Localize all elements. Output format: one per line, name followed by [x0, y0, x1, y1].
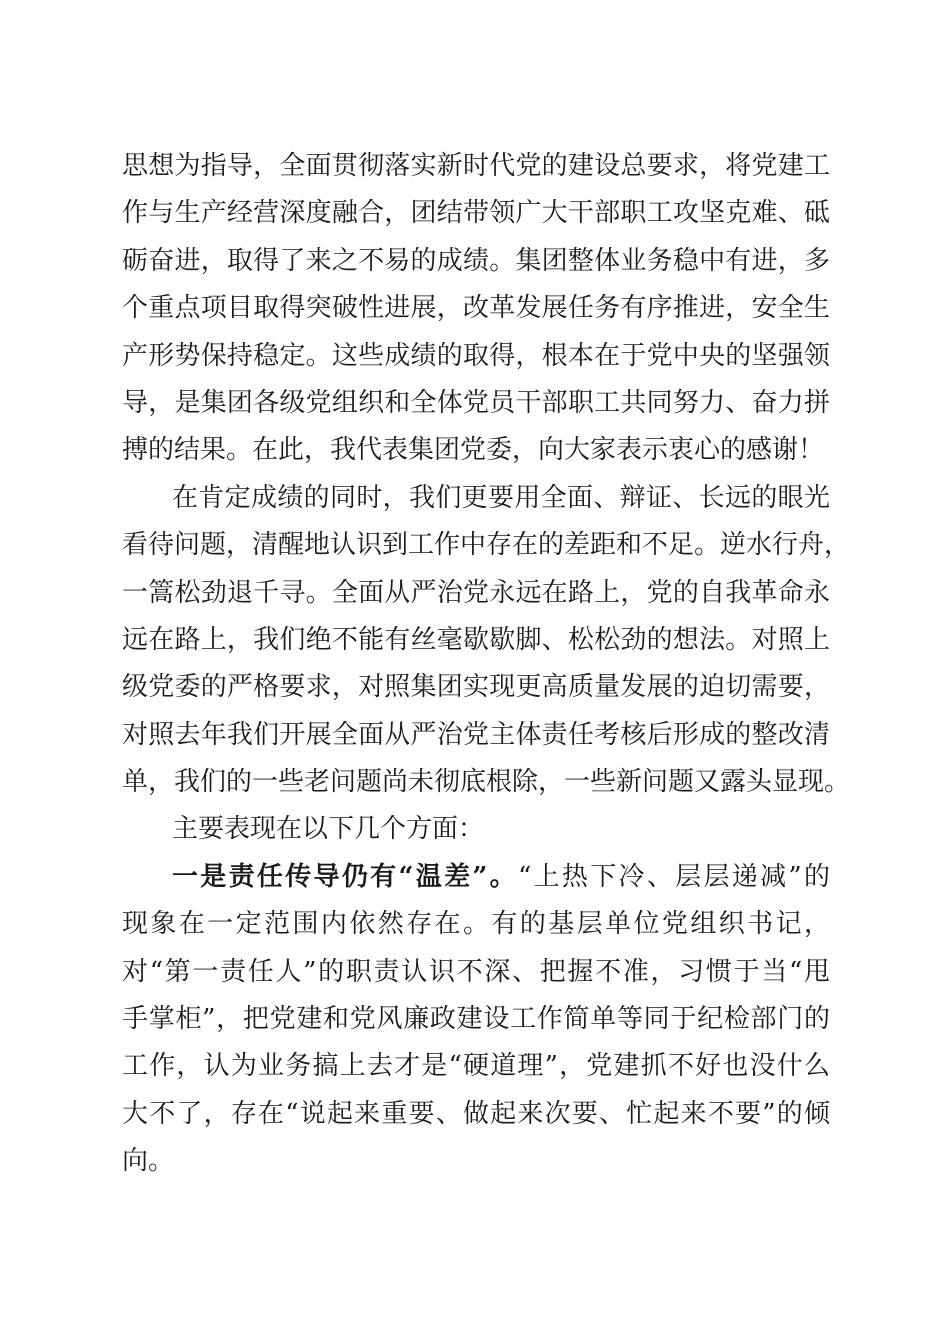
text-line: 一篙松劲退千寻。全面从严治党永远在路上，党的自我革命永	[122, 577, 830, 608]
text-line: 思想为指导，全面贯彻落实新时代党的建设总要求，将党建工	[122, 151, 830, 181]
text-line: 在肯定成绩的同时，我们更要用全面、辩证、长远的眼光	[172, 482, 830, 513]
text-line: 作与生产经营深度融合，团结带领广大干部职工攻坚克难、砥	[122, 198, 830, 229]
text-line: 主要表现在以下几个方面：	[172, 814, 485, 845]
text-line: 搏的结果。在此，我代表集团党委，向大家表示衷心的感谢！	[122, 435, 825, 466]
text-line: 向。	[122, 1146, 175, 1177]
paragraph-intro	[122, 806, 830, 853]
text-line: 砺奋进，取得了来之不易的成绩。集团整体业务稳中有进，多	[122, 245, 830, 276]
text-line: 个重点项目取得突破性进展，改革发展任务有序推进，安全生	[122, 293, 830, 324]
paragraph-shortcomings	[122, 475, 851, 807]
text-line	[122, 854, 830, 901]
text-line: 工作，认为业务搞上去才是“硬道理”，党建抓不好也没什么	[122, 1051, 830, 1082]
text-line: 单，我们的一些老问题尚未彻底根除，一些新问题又露头显现。	[122, 767, 851, 798]
text-line: 远在路上，我们绝不能有丝毫歇歇脚、松松劲的想法。对照上	[122, 624, 830, 655]
text-line: 对“第一责任人”的职责认识不深、把握不准，习惯于当“甩	[122, 956, 830, 987]
paragraph-achievements	[122, 143, 830, 475]
document-body	[122, 143, 851, 1186]
text-line: 大不了，存在“说起来重要、做起来次要、忙起来不要”的倾	[122, 1098, 830, 1129]
text-line: 手掌柜”，把党建和党风廉政建设工作简单等同于纪检部门的	[122, 1004, 830, 1035]
text-line: 看待问题，清醒地认识到工作中存在的差距和不足。逆水行舟，	[122, 530, 851, 561]
text-line: 产形势保持稳定。这些成绩的取得，根本在于党中央的坚强领	[122, 340, 830, 371]
text-line: 级党委的严格要求，对照集团实现更高质量发展的迫切需要，	[122, 672, 830, 703]
text-line: 对照去年我们开展全面从严治党主体责任考核后形成的整改清	[122, 719, 830, 750]
text-line: 导，是集团各级党组织和全体党员干部职工共同努力、奋力拼	[122, 387, 830, 418]
text-run: “上热下冷、层层递减”的	[517, 861, 830, 892]
section-heading: 一是责任传导仍有“温差”。	[172, 861, 518, 892]
paragraph-responsibility	[122, 854, 830, 1186]
text-line: 现象在一定范围内依然存在。有的基层单位党组织书记，	[122, 909, 830, 940]
